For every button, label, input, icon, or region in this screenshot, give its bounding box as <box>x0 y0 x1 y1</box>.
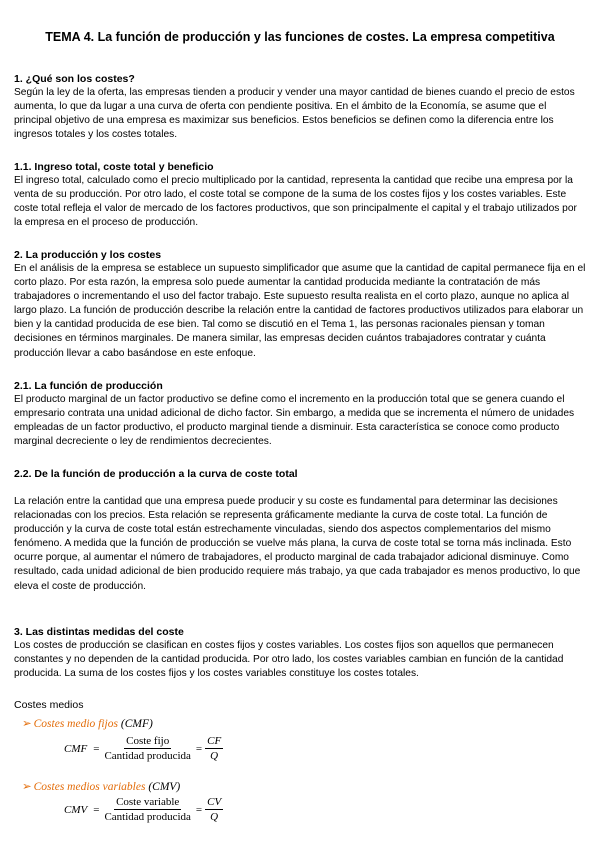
cmf-fraction-symbols <box>205 735 223 762</box>
equals-sign: = <box>93 803 100 816</box>
cmv-abbr: (CMV) <box>148 781 181 793</box>
section-body-1-1: El ingreso total, calculado como el precio multiplicado por la cantidad, representa la cantidad que recibe una empresa por la venta de su producción. Por otro lado, el coste total se compone de la suma de los costes fijos y los costes variables. Este coste total refleja el valor de mercado de los factores productivos, que son principalmente el capital y el trabajo utilizados por la empresa en el proceso de producción. <box>14 175 577 229</box>
document-title: TEMA 4. La función de producción y las funciones de costes. La empresa competitiva <box>45 30 555 44</box>
cmv-label <box>22 780 180 794</box>
cmv-formula <box>64 796 223 823</box>
cmf-name: Costes medio fijos <box>33 718 118 730</box>
section-heading-1-1: 1.1. Ingreso total, coste total y beneficio <box>14 161 214 173</box>
cmv-numerator-symbol: CV <box>207 796 222 808</box>
cmf-abbr: (CMF) <box>120 718 153 730</box>
arrow-bullet-icon: ➢ <box>22 781 32 793</box>
cmf-lhs: CMF <box>64 742 88 755</box>
cmf-denominator: Cantidad producida <box>104 750 191 762</box>
cmv-denominator-symbol: Q <box>210 811 219 823</box>
cmv-numerator: Coste variable <box>116 796 180 808</box>
cmv-fraction-symbols <box>205 796 223 823</box>
section-body-2-1: El producto marginal de un factor productivo se define como el incremento en la producción total que se genera cuando el empresario contrata una unidad adicional de dicho factor. Sin embargo, a medida que se incrementa el número de unidades empleadas de un factor productivo, el producto marginal tiende a disminuir. Esta característica se conoce como producto marginal decreciente o ley de rendimientos decrecientes. <box>14 394 575 448</box>
equals-sign: = <box>93 742 100 755</box>
section-heading-2-1: 2.1. La función de producción <box>14 380 163 392</box>
cmv-lhs: CMV <box>64 803 88 816</box>
cmv-name: Costes medios variables <box>33 781 146 793</box>
section-body-2-2: La relación entre la cantidad que una empresa puede producir y su coste es fundamental para determinar las decisiones relacionadas con los precios. Esta relación se representa gráficamente mediante la curva de coste total. La función de producción y la curva de coste total están estrechamente vinculadas, siendo dos aspectos complementarios del mismo fenómeno. A medida que la función de producción se vuelve más plana, la curva de coste total se torna más inclinada. Esto ocurre porque, al aumentar el número de trabajadores, el producto marginal de cada trabajador adicional disminuye. Como resultado, cada unidad adicional de bien producido requiere más trabajo, ya que cada trabajador es menos productivo, lo que eleva el coste de producción. <box>14 496 581 592</box>
section-heading-3: 3. Las distintas medidas del coste <box>14 626 184 638</box>
cmv-fraction-words <box>102 796 192 823</box>
cmf-numerator-symbol: CF <box>207 735 222 747</box>
cmf-denominator-symbol: Q <box>210 750 219 762</box>
arrow-bullet-icon: ➢ <box>22 718 32 730</box>
section-heading-1: 1. ¿Qué son los costes? <box>14 73 135 85</box>
cmf-fraction-words <box>102 735 192 762</box>
cmf-formula <box>64 735 223 762</box>
section-body-2: En el análisis de la empresa se establece un supuesto simplificador que asume que la cantidad de capital permanece fija en el corto plazo. Por esta razón, la empresa solo puede aumentar la cantidad producida mediante la contratación de más trabajadores o incrementando el uso del factor trabajo. Este supuesto resulta realista en el corto plazo, aunque no aplica al largo plazo. La función de producción describe la relación entre la cantidad de factores productivos utilizados para elaborar un bien y la cantidad producida de ese bien. Tal como se discutió en el Tema 1, las personas racionales piensan y toman decisiones en términos marginales. De manera similar, las empresas deciden cuántos trabajadores contratar y cuánta producción llevar a cabo basándose en este enfoque. <box>14 263 586 359</box>
equals-sign: = <box>195 742 203 755</box>
cmv-denominator: Cantidad producida <box>104 811 191 823</box>
section-heading-2: 2. La producción y los costes <box>14 249 162 261</box>
section-body-3: Los costes de producción se clasifican en costes fijos y costes variables. Los costes fijos son aquellos que permanecen constantes y no dependen de la cantidad producida. Por otro lado, los costes variables cambian en función de la cantidad producida. La suma de los costes fijos y los costes variables constituye los costes totales. <box>14 640 564 680</box>
section-heading-2-2: 2.2. De la función de producción a la curva de coste total <box>14 468 298 480</box>
cmf-numerator: Coste fijo <box>126 735 170 747</box>
equals-sign: = <box>195 803 203 816</box>
costes-medios-label: Costes medios <box>14 699 84 711</box>
cmf-label <box>22 717 153 731</box>
section-body-1: Según la ley de la oferta, las empresas tienden a producir y vender una mayor cantidad de bienes cuando el precio de estos aumenta, lo que da lugar a una curva de oferta con pendiente positiva. En el ámbito de la Economía, se asume que el principal objetivo de una empresa es maximizar sus beneficios. Estos beneficios se definen como la diferencia entre los ingresos totales y los costes totales. <box>14 87 575 141</box>
